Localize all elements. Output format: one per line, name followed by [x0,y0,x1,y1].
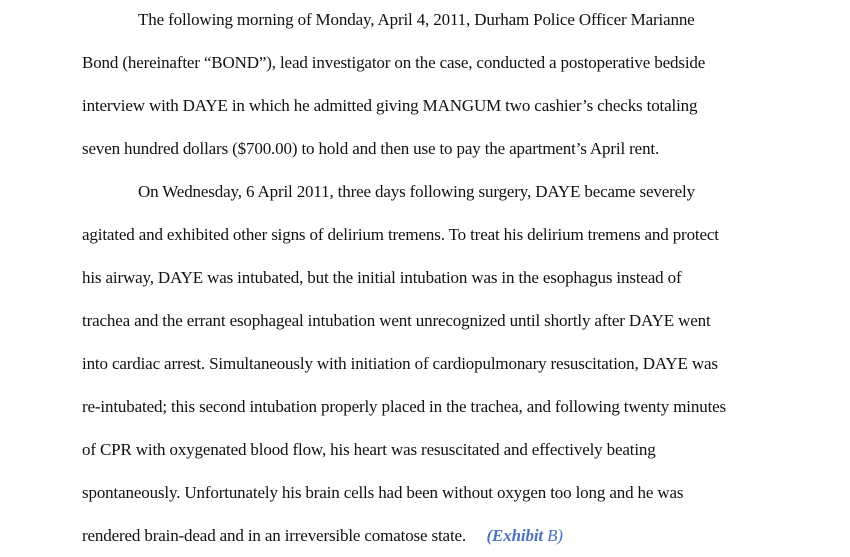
paragraph-2-line-3: his airway, DAYE was intubated, but the initial intubation was in the esophagus instead of [82,268,682,287]
paragraph-2-line-1: On Wednesday, 6 April 2011, three days following surgery, DAYE became severely [138,182,695,201]
exhibit-letter: B) [542,526,563,545]
paragraph-2-line-4: trachea and the errant esophageal intubation went unrecognized until shortly after DAYE went [82,311,711,330]
paragraph-2-line-9-text: rendered brain-dead and in an irreversible comatose state. [82,526,467,545]
paragraph-1-line-3: interview with DAYE in which he admitted giving MANGUM two cashier’s checks totaling [82,96,698,115]
paragraph-2-line-7: of CPR with oxygenated blood flow, his heart was resuscitated and effectively beating [82,440,656,459]
exhibit-b-reference[interactable] [487,526,563,545]
paragraph-2-line-8: spontaneously. Unfortunately his brain cells had been without oxygen too long and he was [82,483,684,502]
paragraph-2-line-9 [82,526,563,546]
exhibit-word: Exhibit [492,526,543,545]
exhibit-open-paren: ( [486,526,493,545]
paragraph-2-line-6: re-intubated; this second intubation properly placed in the trachea, and following twenty minutes [82,397,727,416]
paragraph-2-line-2: agitated and exhibited other signs of delirium tremens. To treat his delirium tremens and protect [82,225,719,244]
paragraph-1-line-1: The following morning of Monday, April 4, 2011, Durham Police Officer Marianne [138,10,695,29]
paragraph-1-line-2: Bond (hereinafter “BOND”), lead investigator on the case, conducted a postoperative bedside [82,53,706,72]
paragraph-2-line-5: into cardiac arrest. Simultaneously with initiation of cardiopulmonary resuscitation, DAYE was [82,354,718,373]
paragraph-1-line-4: seven hundred dollars ($700.00) to hold and then use to pay the apartment’s April rent. [82,139,660,158]
